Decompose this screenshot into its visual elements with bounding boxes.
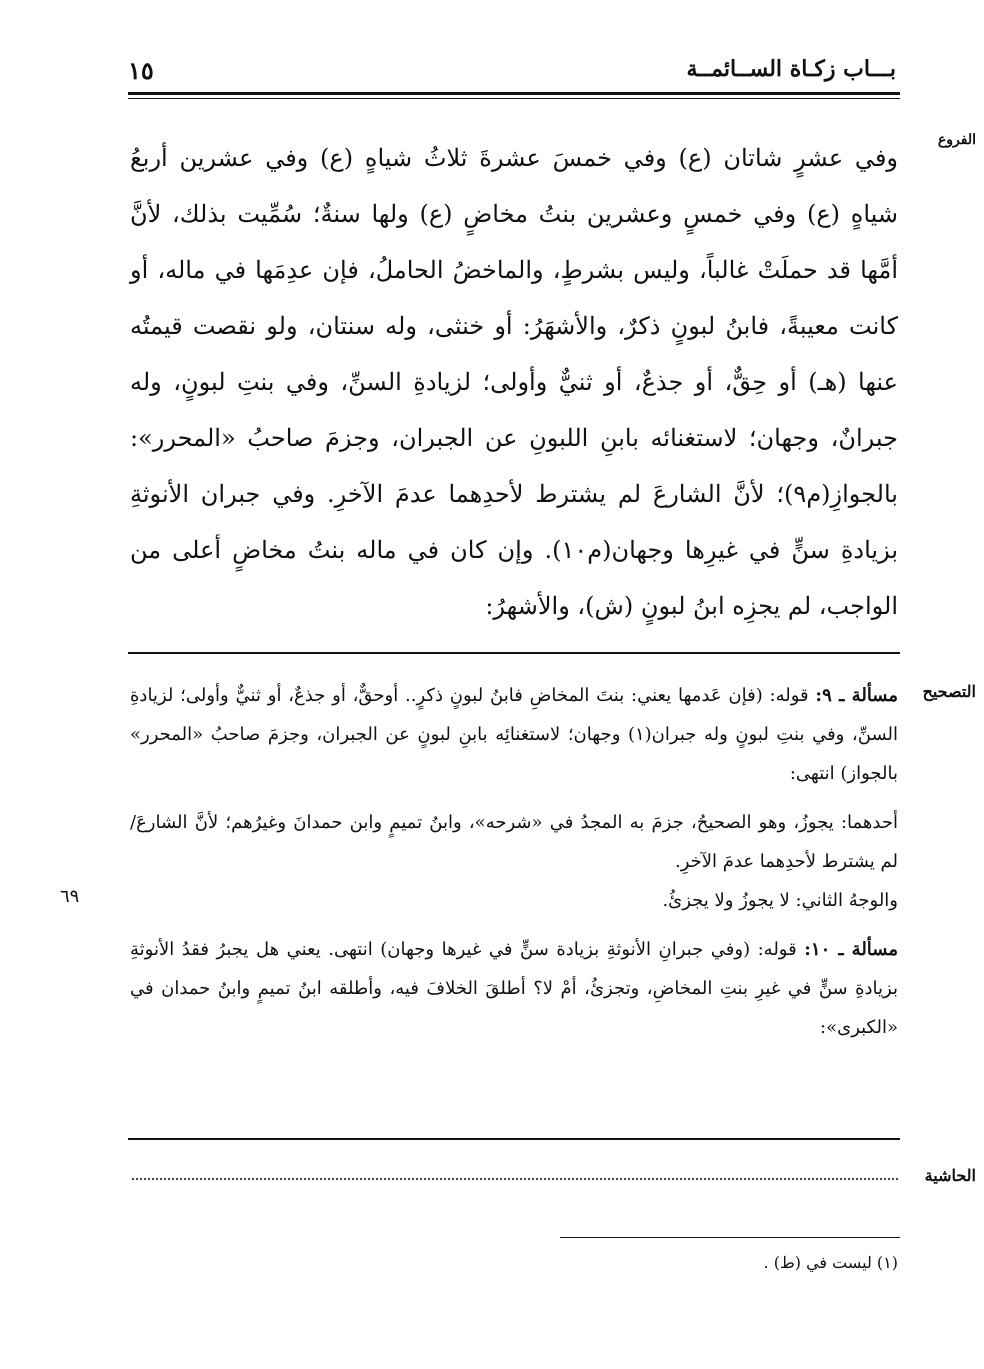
masala-9-label: مسألة ـ ٩: [815,685,898,706]
side-label-tashih: التصحيح [922,682,976,701]
tashih-notes [130,676,898,1047]
header-rule [128,92,900,95]
header-rule-thin [128,98,900,99]
masala-9-text: قوله: (فإن عَدمها يعني: بنتَ المخاضِ فابنُ لبونٍ ذكرٍ.. أوحقٌّ، أو جذعٌ، أو ثنيٌّ وأولى؛ لزيادةِ السنِّ، وفي بنتِ لبونٍ وله جبران(١) وجهان؛ لاستغنائِه بابنِ لبونٍ عن الجبران، وجزمَ صاحبُ «المحرر» بالجواز) انتهى: [130,685,898,784]
footnote: (١) ليست في (ط) . [763,1253,898,1272]
running-header-title: بـــاب زكـاة الســائمــة [686,56,896,82]
masala-9 [130,676,898,793]
masala-10-label: مسألة ـ ١٠: [804,939,898,960]
side-label-furu: الفروع [937,132,976,148]
footnote-rule [560,1237,900,1238]
side-label-hashiya: الحاشية [924,1166,976,1185]
masala-10 [130,930,898,1047]
main-text-block [130,130,898,634]
page-number: ١٥ [128,56,154,85]
margin-number: ٦٩ [60,886,80,907]
notes-divider [128,1138,900,1140]
masala-10-text: قوله: (وفي جبرانِ الأنوثةِ بزيادة سنٍّ في غيرها وجهان) انتهى. يعني هل يجبرُ فقدُ الأنوثةِ بزيادةِ سنٍّ في غيرِ بنتِ المخاضِ، وتجزئُ، أمْ لا؟ أطلقَ الخلافَ فيه، وأطلقه ابنُ تميمٍ وابنُ حمدان في «الكبرى»: [130,939,898,1038]
masala-9-second-view: والوجهُ الثاني: لا يجوزُ ولا يجزئُ. [662,890,898,911]
hashiya-dotted-line [132,1178,898,1180]
main-paragraph: وفي عشرٍ شاتان (ع) وفي خمسَ عشرةَ ثلاثُ شياهٍ (ع) وفي عشرين أربعُ شياهٍ (ع) وفي خمسٍ وعشرين بنتُ مخاضٍ (ع) ولها سنةٌ؛ سُمِّيت بذلك، لأنَّ أمَّها قد حملَتْ غالباً، وليس بشرطٍ، والماخضُ الحاملُ، فإن عدِمَها في ماله، أو كانت معيبةً، فابنُ لبونٍ ذكرٌ، والأشهَرُ: أو خنثى، وله سنتان، ولو نقصت قيمتُه عنها (هـ) أو حِقٌّ، أو جذعٌ، أو ثنيٌّ وأولى؛ لزيادةِ السنِّ، وفي بنتِ لبونٍ، وله جبرانٌ، وجهان؛ لاستغنائه بابنِ اللبونِ عن الجبران، وجزمَ صاحبُ «المحرر»: بالجوازِ(م٩)؛ لأنَّ الشارعَ لم يشترط لأحدِهما عدمَ الآخرِ. وفي جبران الأنوثةِ بزيادةِ سنٍّ في غيرِها وجهان(م١٠). وإن كان في ماله بنتُ مخاضٍ أعلى من الواجب، لم يجزِه ابنُ لبونٍ (ش)، والأشهرُ: [130,144,898,620]
section-divider [128,652,900,654]
masala-9-first-view: أحدهما: يجوزُ، وهو الصحيحُ، جزمَ به المجدُ في «شرحه»، وابنُ تميمٍ وابن حمدانَ وغيرُهم؛ لأنَّ الشارعَ/ لم يشترط لأحدِهما عدمَ الآخرِ. [130,812,898,872]
